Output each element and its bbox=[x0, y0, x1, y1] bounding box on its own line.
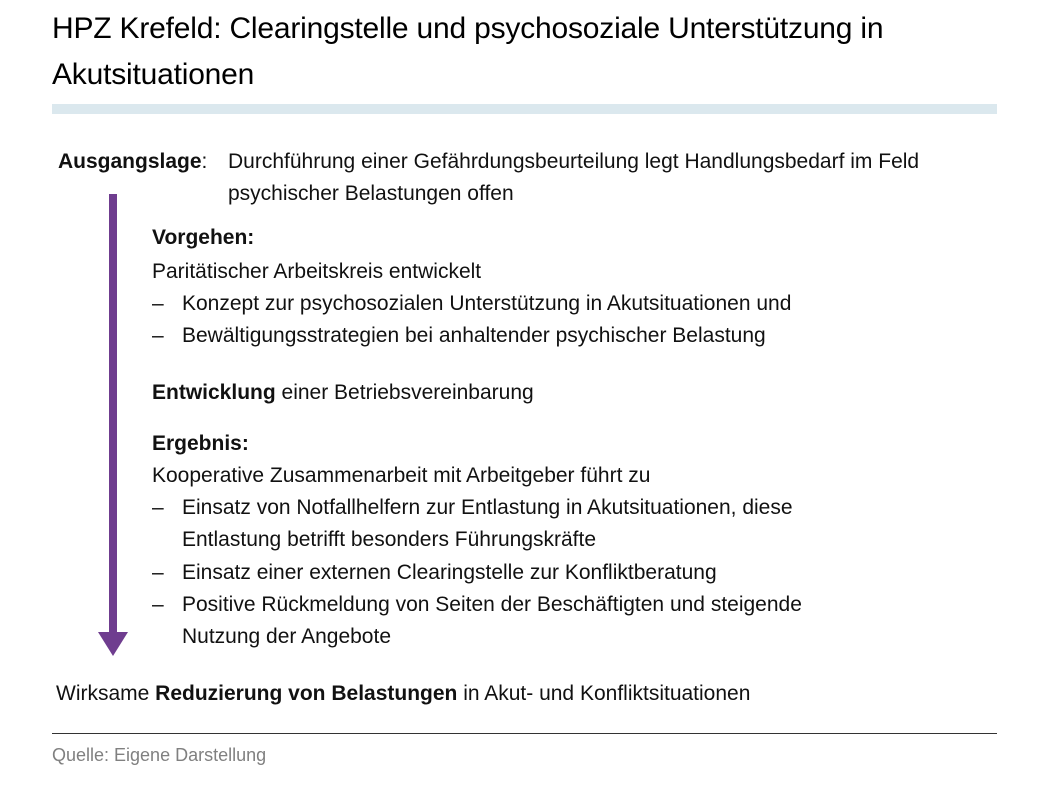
ergebnis-item-1-line2: Entlastung betrifft besonders Führungskräfte bbox=[182, 528, 597, 551]
entwicklung-bold: Entwicklung bbox=[152, 381, 276, 404]
ergebnis-intro: Kooperative Zusammenarbeit mit Arbeitgeber führt zu bbox=[152, 464, 651, 487]
entwicklung-rest: einer Betriebsvereinbarung bbox=[275, 381, 534, 404]
vorgehen-item-1: Konzept zur psychosozialen Unterstützung in Akutsituationen und bbox=[182, 292, 792, 315]
page-title: HPZ Krefeld: Clearingstelle und psychosoziale Unterstützung in Akutsituationen bbox=[52, 12, 884, 91]
ergebnis-item-3-dash: – bbox=[152, 593, 164, 616]
ergebnis-item-2-dash: – bbox=[152, 561, 164, 584]
conclusion-pre: Wirksame bbox=[56, 682, 156, 705]
conclusion-post: in Akut- und Konfliktsituationen bbox=[457, 682, 751, 705]
conclusion-bold: Reduzierung von Belastungen bbox=[155, 682, 458, 705]
bottom-divider bbox=[52, 733, 997, 734]
vorgehen-heading: Vorgehen: bbox=[152, 226, 255, 249]
vorgehen-item-2-dash: – bbox=[152, 324, 164, 347]
vorgehen-item-1-dash: – bbox=[152, 292, 164, 315]
title-underline-bar bbox=[52, 104, 997, 114]
ausgangslage-text-line1: Durchführung einer Gefährdungsbeurteilung legt Handlungsbedarf im Feld bbox=[228, 150, 920, 173]
ausgangslage-label: Ausgangslage bbox=[58, 150, 202, 173]
vorgehen-intro: Paritätischer Arbeitskreis entwickelt bbox=[152, 260, 482, 283]
process-arrow-head bbox=[98, 632, 128, 656]
ausgangslage-colon: : bbox=[201, 150, 208, 173]
ergebnis-item-2: Einsatz einer externen Clearingstelle zur Konfliktberatung bbox=[182, 561, 717, 584]
process-arrow-shaft bbox=[109, 194, 117, 634]
conclusion-line bbox=[56, 678, 750, 710]
entwicklung-line bbox=[152, 377, 534, 409]
source-note: Quelle: Eigene Darstellung bbox=[52, 745, 267, 765]
ergebnis-item-1-dash: – bbox=[152, 496, 164, 519]
ergebnis-heading: Ergebnis: bbox=[152, 432, 249, 455]
ergebnis-item-1-line1: Einsatz von Notfallhelfern zur Entlastung in Akutsituationen, diese bbox=[182, 496, 793, 519]
ergebnis-item-3-line1: Positive Rückmeldung von Seiten der Beschäftigten und steigende bbox=[182, 593, 802, 616]
ausgangslage-label-row bbox=[58, 146, 207, 178]
ausgangslage-text-line2: psychischer Belastungen offen bbox=[228, 182, 514, 205]
ergebnis-item-3-line2: Nutzung der Angebote bbox=[182, 625, 391, 648]
vorgehen-item-2: Bewältigungsstrategien bei anhaltender psychischer Belastung bbox=[182, 324, 766, 347]
